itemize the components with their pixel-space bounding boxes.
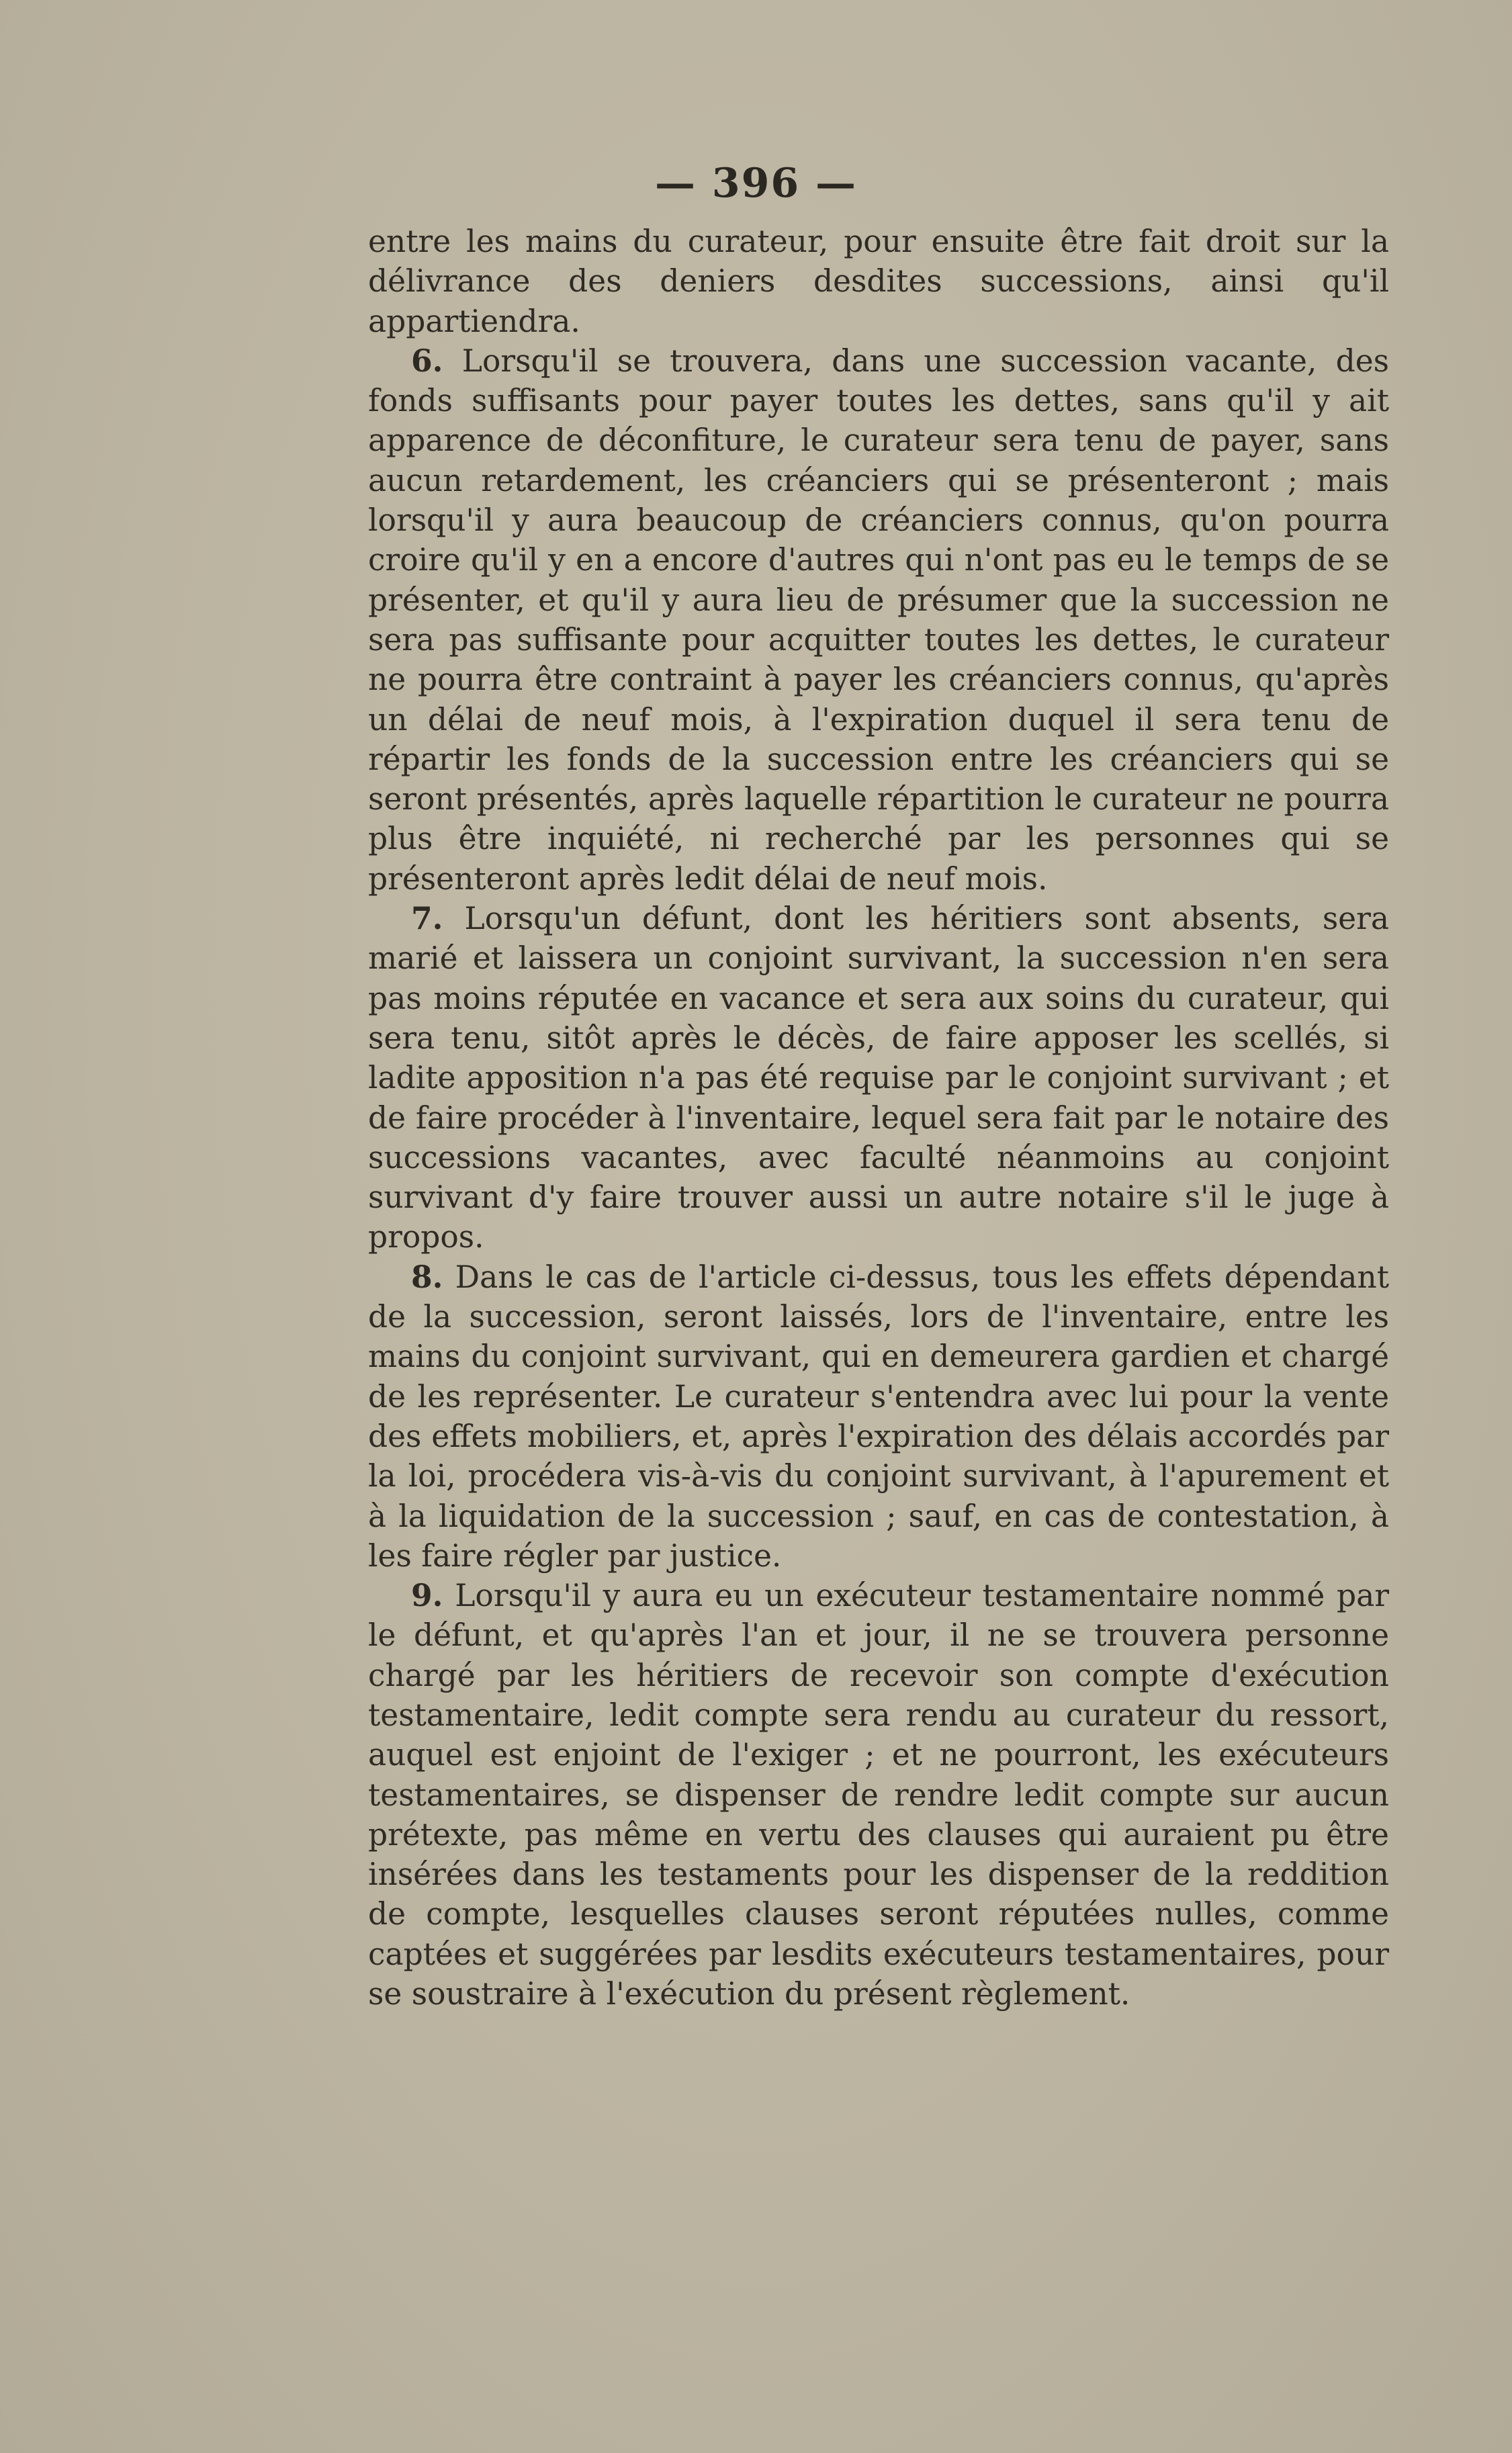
paragraph-article-8 xyxy=(368,1257,1389,1576)
body-text xyxy=(368,222,1389,2014)
paragraph-continuation xyxy=(368,222,1389,341)
paragraph-article-9 xyxy=(368,1576,1389,2014)
article-number: 6. xyxy=(411,342,443,379)
paragraph-text: Lorsqu'un défunt, dont les héritiers sont absents, sera marié et laissera un conjoint survivant, la succession n'en sera pas moins réputée en vacance et sera aux soins du curateur, qui sera tenu, sitôt après le décès, de faire apposer les scellés, si ladite apposition n'a pas été requise par le conjoint survivant ; et de faire procéder à l'inventaire, lequel sera fait par le notaire des successions vacantes, avec faculté néanmoins au conjoint survivant d'y faire trouver aussi un autre notaire s'il le juge à propos. xyxy=(368,901,1389,1255)
paragraph-text: Dans le cas de l'article ci-dessus, tous les effets dépendant de la succession, seront laissés, lors de l'inventaire, entre les mains du conjoint survivant, qui en demeurera gardien et chargé de les représenter. Le curateur s'entendra avec lui pour la vente des effets mobiliers, et, après l'expiration des délais accordés par la loi, procédera vis-à-vis du conjoint survivant, à l'apurement et à la liquidation de la succession ; sauf, en cas de contestation, à les faire régler par justice. xyxy=(368,1259,1389,1574)
paragraph-article-7 xyxy=(368,899,1389,1257)
paragraph-text: Lorsqu'il y aura eu un exécuteur testamentaire nommé par le défunt, et qu'après l'an et jour, il ne se trouvera personne chargé par les héritiers de recevoir son compte d'exécution testamentaire, ledit compte sera rendu au curateur du ressort, auquel est enjoint de l'exiger ; et ne pourront, les exécuteurs testamentaires, se dispenser de rendre ledit compte sur aucun prétexte, pas même en vertu des clauses qui auraient pu être insérées dans les testaments pour les dispenser de la reddition de compte, lesquelles clauses seront réputées nulles, comme captées et suggérées par lesdits exécuteurs testamentaires, pour se soustraire à l'exécution du présent règlement. xyxy=(368,1578,1389,2012)
paragraph-text: entre les mains du curateur, pour ensuite être fait droit sur la délivrance des deniers desdites successions, ainsi qu'il appartiendra. xyxy=(368,224,1389,339)
paragraph-article-6 xyxy=(368,341,1389,899)
article-number: 8. xyxy=(411,1258,443,1295)
article-number: 9. xyxy=(411,1577,443,1614)
paragraph-text: Lorsqu'il se trouvera, dans une succession vacante, des fonds suffisants pour payer toutes les dettes, sans qu'il y ait apparence de déconfiture, le curateur sera tenu de payer, sans aucun retardement, les créanciers qui se présenteront ; mais lorsqu'il y aura beaucoup de créanciers connus, qu'on pourra croire qu'il y en a encore d'autres qui n'ont pas eu le temps de se présenter, et qu'il y aura lieu de présumer que la succession ne sera pas suffisante pour acquitter toutes les dettes, le curateur ne pourra être contraint à payer les créanciers connus, qu'après un délai de neuf mois, à l'expiration duquel il sera tenu de répartir les fonds de la succession entre les créanciers qui se seront présentés, après laquelle répartition le curateur ne pourra plus être inquiété, ni recherché par les personnes qui se présenteront après ledit délai de neuf mois. xyxy=(368,343,1390,897)
article-number: 7. xyxy=(411,900,443,937)
page-number: — 396 — xyxy=(654,160,858,207)
